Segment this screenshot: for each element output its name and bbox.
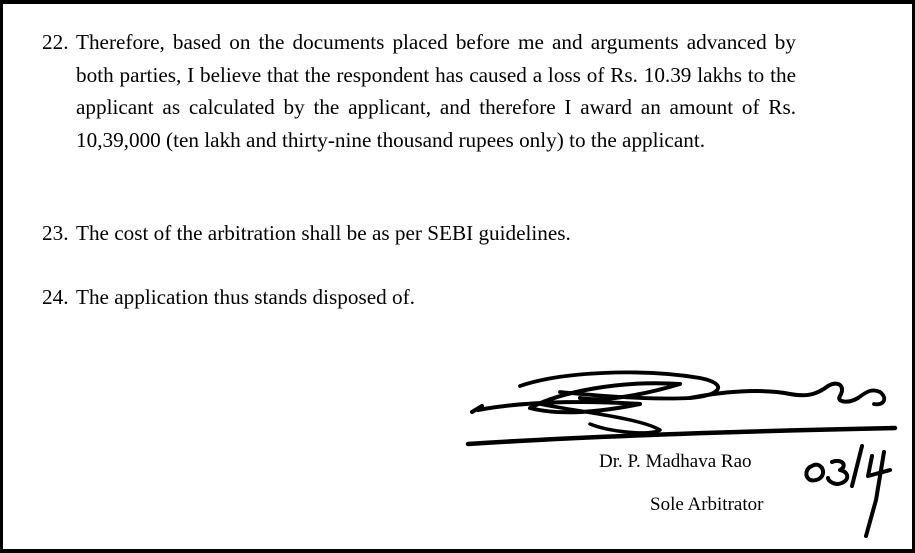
signatory-title: Sole Arbitrator — [650, 494, 764, 515]
paragraph-24 — [42, 281, 796, 314]
paragraph-22 — [42, 26, 796, 156]
paragraph-text: The cost of the arbitration shall be as per SEBI guidelines. — [76, 221, 571, 245]
signatory-name: Dr. P. Madhava Rao — [599, 451, 752, 472]
paragraph-text: Therefore, based on the documents placed before me and arguments advanced by both parties, I believe that the respondent has caused a loss of Rs. 10.39 lakhs to the applicant as calculated by the applicant, and therefore I award an amount of Rs. 10,39,000 (ten lakh and thirty-nine thousand rupees only) to the applicant. — [76, 30, 796, 152]
paragraph-23 — [42, 217, 796, 250]
paragraph-number: 23. — [42, 221, 69, 245]
paragraph-text: The application thus stands disposed of. — [76, 285, 415, 309]
paragraph-number: 24. — [42, 285, 69, 309]
paragraph-number: 22. — [42, 30, 69, 54]
